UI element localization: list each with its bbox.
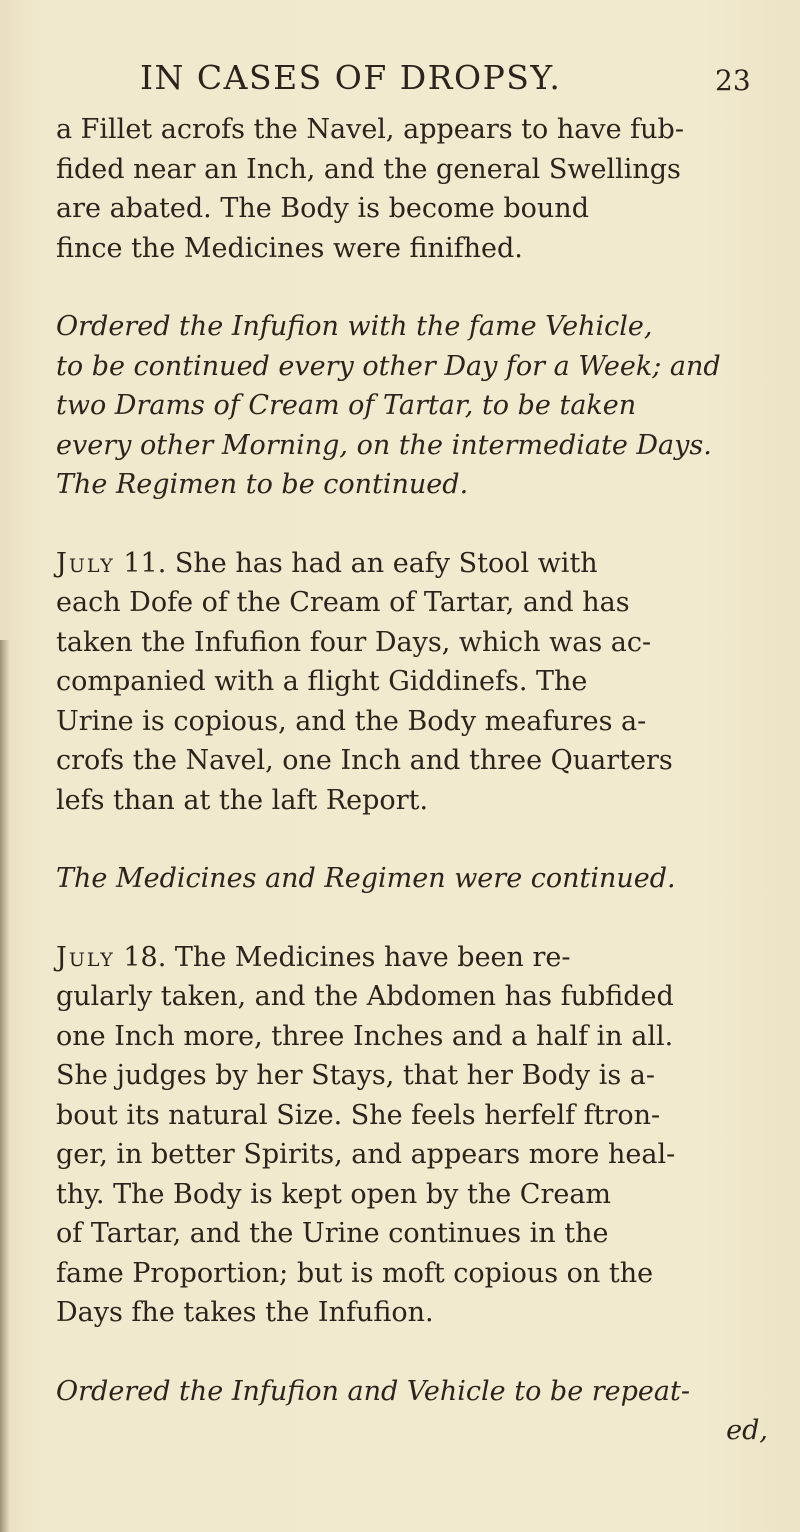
text-line: The Regimen to be continued. — [56, 469, 469, 500]
text-line: are abated. The Body is become bound — [56, 193, 589, 224]
text-line: lefs than at the laft Report. — [56, 784, 429, 816]
text-line: fince the Medicines were finifhed. — [56, 232, 523, 264]
text-line: The Medicines and Regimen were continued. — [56, 863, 676, 894]
text-line: ger, in better Spirits, and appears more heal- — [56, 1139, 676, 1170]
text-line: crofs the Navel, one Inch and three Quarters — [56, 745, 673, 776]
text-line: bout its natural Size. She feels herfelf ftron- — [56, 1099, 661, 1131]
catchword: ed, — [726, 1415, 768, 1446]
paragraph-5-july-18 — [56, 938, 776, 1333]
text-line: of Tartar, and the Urine continues in the — [56, 1218, 609, 1249]
paragraph-gap — [56, 268, 776, 307]
text-line: a Fillet acrofs the Navel, appears to have fub- — [56, 114, 684, 145]
text-line: fame Proportion; but is moft copious on the — [56, 1257, 654, 1289]
text-line: one Inch more, three Inches and a half in all. — [56, 1020, 674, 1052]
text-line: to be continued every other Day for a Week; and — [56, 350, 721, 382]
text-line: taken the Infufion four Days, which was ac- — [56, 626, 652, 658]
text-line: Days fhe takes the Infufion. — [56, 1297, 434, 1328]
date-day: 11. — [123, 547, 167, 579]
paragraph-gap — [56, 505, 776, 544]
text-line: Ordered the Infufion and Vehicle to be repeat- — [56, 1375, 690, 1407]
text-line: Urine is copious, and the Body meafures a- — [56, 705, 647, 737]
text-line — [56, 938, 776, 978]
text-line: two Drams of Cream of Tartar, to be taken — [56, 390, 637, 421]
running-head: IN CASES OF DROPSY. — [140, 58, 562, 97]
text-line: She judges by her Stays, that her Body is a- — [56, 1060, 656, 1091]
page-number: 23 — [715, 64, 751, 97]
date-month: July — [56, 941, 115, 973]
paragraph-4-continued — [56, 859, 776, 899]
text-line: thy. The Body is kept open by the Cream — [56, 1178, 612, 1210]
date-day: 18. — [123, 941, 167, 973]
text-line: each Dofe of the Cream of Tartar, and has — [56, 587, 630, 618]
date-month: July — [56, 547, 115, 579]
paragraph-gap — [56, 899, 776, 938]
text-block — [56, 110, 776, 1451]
paragraph-gap — [56, 820, 776, 859]
paragraph-3-july-11 — [56, 544, 776, 821]
text-line: every other Morning, on the intermediate Days. — [56, 429, 712, 461]
text-fragment: She has had an eafy Stool with — [174, 547, 598, 579]
paragraph-6-order — [56, 1372, 776, 1451]
paragraph-1 — [56, 110, 776, 268]
spine-shadow — [0, 640, 10, 1532]
text-line: Ordered the Infufion with the fame Vehicle, — [56, 311, 653, 342]
paragraph-2-order — [56, 307, 776, 505]
text-line: fided near an Inch, and the general Swellings — [56, 153, 681, 185]
text-fragment: The Medicines have been re- — [174, 941, 571, 973]
text-line — [56, 544, 776, 584]
text-line: gularly taken, and the Abdomen has fubfided — [56, 981, 674, 1012]
paragraph-gap — [56, 1333, 776, 1372]
text-line: companied with a flight Giddinefs. The — [56, 666, 588, 697]
page-header — [0, 58, 800, 108]
